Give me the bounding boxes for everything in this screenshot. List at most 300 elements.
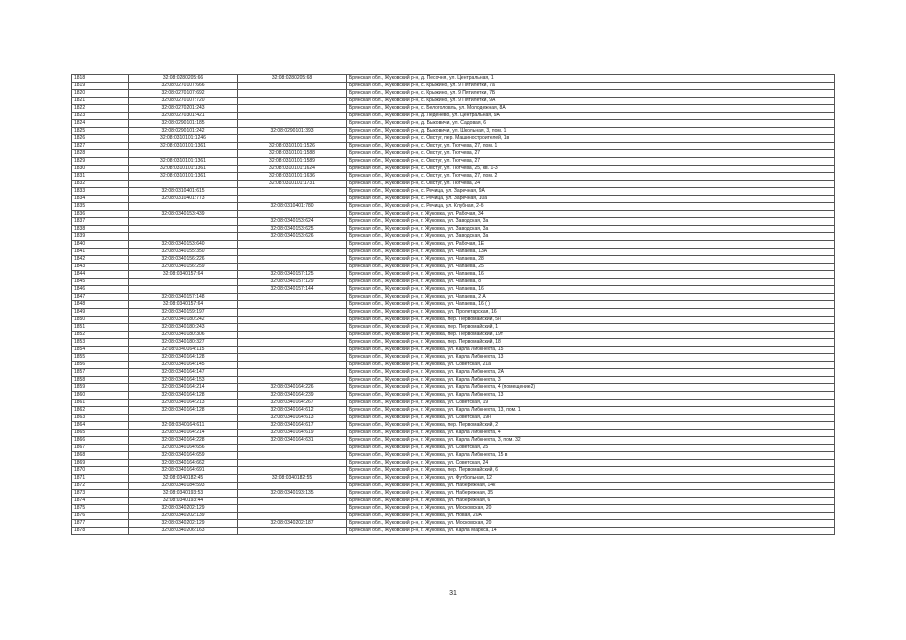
linked-cadastral-number-cell xyxy=(238,263,347,271)
address-cell: Брянская обл., Жуковский р-н, с. Овстуг, ул. Тютчева, 25, кв. 1-3 xyxy=(347,165,835,173)
address-cell: Брянская обл., Жуковский р-н, г. Жуковка, ул. Рабочая, 1Е xyxy=(347,241,835,249)
address-cell: Брянская обл., Жуковский р-н, д. Быковичи, ул. Школьная, 3, пом. 1 xyxy=(347,127,835,135)
table-row xyxy=(72,158,835,166)
row-number-cell: 1841 xyxy=(72,248,129,256)
table-row xyxy=(72,444,835,452)
address-cell: Брянская обл., Жуковский р-н, г. Жуковка, пер. Первомайский, 5н xyxy=(347,316,835,324)
address-cell: Брянская обл., Жуковский р-н, с. Речица, ул. Клубная, 2-б xyxy=(347,203,835,211)
cadastral-number-cell: 32:08:0340193:44 xyxy=(129,497,238,505)
cadastral-number-cell: 32:08:0340157:148 xyxy=(129,293,238,301)
linked-cadastral-number-cell: 32:08:0340164:226 xyxy=(238,384,347,392)
table-body xyxy=(72,75,835,535)
row-number-cell: 1836 xyxy=(72,210,129,218)
address-cell: Брянская обл., Жуковский р-н, г. Жуковка, ул. Заводская, 3а xyxy=(347,225,835,233)
cadastral-number-cell: 32:08:0340193:53 xyxy=(129,490,238,498)
cadastral-number-cell xyxy=(129,286,238,294)
row-number-cell: 1843 xyxy=(72,263,129,271)
linked-cadastral-number-cell xyxy=(238,135,347,143)
page-number: 31 xyxy=(449,590,457,597)
cadastral-number-cell: 32:08:0340164:691 xyxy=(129,467,238,475)
address-cell: Брянская обл., Жуковский р-н, г. Жуковка, ул. Чапаева, 16 xyxy=(347,286,835,294)
row-number-cell: 1863 xyxy=(72,414,129,422)
linked-cadastral-number-cell xyxy=(238,459,347,467)
row-number-cell: 1823 xyxy=(72,112,129,120)
table-row xyxy=(72,241,835,249)
row-number-cell: 1871 xyxy=(72,474,129,482)
address-cell: Брянская обл., Жуковский р-н, д. Песочня, ул. Центральная, 1 xyxy=(347,75,835,83)
linked-cadastral-number-cell: 32:08:0340157:144 xyxy=(238,286,347,294)
row-number-cell: 1872 xyxy=(72,482,129,490)
cadastral-number-cell: 32:08:0340164:128 xyxy=(129,407,238,415)
address-cell: Брянская обл., Жуковский р-н, г. Жуковка, ул. Набережная, 6 xyxy=(347,497,835,505)
row-number-cell: 1860 xyxy=(72,391,129,399)
linked-cadastral-number-cell: 32:08:0310401:780 xyxy=(238,203,347,211)
row-number-cell: 1846 xyxy=(72,286,129,294)
linked-cadastral-number-cell xyxy=(238,248,347,256)
linked-cadastral-number-cell xyxy=(238,467,347,475)
address-cell: Брянская обл., Жуковский р-н, г. Жуковка, ул. Карла Либкнехта, 13 xyxy=(347,391,835,399)
address-cell: Брянская обл., Жуковский р-н, г. Жуковка, ул. Футбольная, 12 xyxy=(347,474,835,482)
row-number-cell: 1878 xyxy=(72,527,129,535)
row-number-cell: 1864 xyxy=(72,422,129,430)
linked-cadastral-number-cell xyxy=(238,331,347,339)
row-number-cell: 1828 xyxy=(72,150,129,158)
linked-cadastral-number-cell: 32:08:0340164:613 xyxy=(238,414,347,422)
address-cell: Брянская обл., Жуковский р-н, г. Жуковка, ул. Советская, 25 xyxy=(347,444,835,452)
linked-cadastral-number-cell: 32:08:0310101:1526 xyxy=(238,142,347,150)
row-number-cell: 1820 xyxy=(72,90,129,98)
address-cell: Брянская обл., Жуковский р-н, г. Жуковка, ул. Советская, 19н xyxy=(347,414,835,422)
linked-cadastral-number-cell xyxy=(238,293,347,301)
row-number-cell: 1874 xyxy=(72,497,129,505)
linked-cadastral-number-cell xyxy=(238,195,347,203)
linked-cadastral-number-cell: 32:08:0340202:187 xyxy=(238,520,347,528)
table-row xyxy=(72,429,835,437)
cadastral-number-cell: 32:08:0340164:115 xyxy=(129,346,238,354)
table-row xyxy=(72,293,835,301)
cadastral-number-cell xyxy=(129,203,238,211)
linked-cadastral-number-cell: 32:08:0340164:619 xyxy=(238,429,347,437)
table-row xyxy=(72,369,835,377)
row-number-cell: 1876 xyxy=(72,512,129,520)
address-cell: Брянская обл., Жуковский р-н, г. Жуковка, ул. Новая, 20А xyxy=(347,512,835,520)
row-number-cell: 1867 xyxy=(72,444,129,452)
table-row xyxy=(72,331,835,339)
table-row xyxy=(72,233,835,241)
row-number-cell: 1833 xyxy=(72,188,129,196)
cadastral-number-cell: 32:08:0340157:64 xyxy=(129,301,238,309)
row-number-cell: 1854 xyxy=(72,346,129,354)
address-cell: Брянская обл., Жуковский р-н, г. Жуковка, ул. Карла Либкнехта, 2А xyxy=(347,369,835,377)
row-number-cell: 1829 xyxy=(72,158,129,166)
table-row xyxy=(72,474,835,482)
address-cell: Брянская обл., Жуковский р-н, г. Жуковка, ул. Карла Либкнехта, 15 xyxy=(347,346,835,354)
linked-cadastral-number-cell xyxy=(238,497,347,505)
address-cell: Брянская обл., Жуковский р-н, г. Жуковка, ул. Чапаева, 28 xyxy=(347,256,835,264)
linked-cadastral-number-cell xyxy=(238,369,347,377)
address-cell: Брянская обл., Жуковский р-н, с. Овстуг, ул. Тютчева, 27 xyxy=(347,158,835,166)
cadastral-number-cell: 32:08:0340180:306 xyxy=(129,331,238,339)
row-number-cell: 1859 xyxy=(72,384,129,392)
address-cell: Брянская обл., Жуковский р-н, г. Жуковка, ул. Карла Либкнехта, 3, пом. 32 xyxy=(347,437,835,445)
linked-cadastral-number-cell xyxy=(238,120,347,128)
address-cell: Брянская обл., Жуковский р-н, г. Жуковка, ул. Набережная, 35 xyxy=(347,490,835,498)
linked-cadastral-number-cell xyxy=(238,376,347,384)
cadastral-number-cell: 32:08:0340159:197 xyxy=(129,308,238,316)
table-row xyxy=(72,225,835,233)
cadastral-number-cell: 32:08:0340202:139 xyxy=(129,512,238,520)
row-number-cell: 1857 xyxy=(72,369,129,377)
row-number-cell: 1844 xyxy=(72,271,129,279)
row-number-cell: 1875 xyxy=(72,505,129,513)
linked-cadastral-number-cell xyxy=(238,188,347,196)
table-row xyxy=(72,301,835,309)
table-row xyxy=(72,346,835,354)
table-row xyxy=(72,399,835,407)
cadastral-number-cell: 32:08:0340164:128 xyxy=(129,391,238,399)
row-number-cell: 1855 xyxy=(72,354,129,362)
row-number-cell: 1861 xyxy=(72,399,129,407)
table-row xyxy=(72,112,835,120)
linked-cadastral-number-cell xyxy=(238,301,347,309)
row-number-cell: 1865 xyxy=(72,429,129,437)
linked-cadastral-number-cell xyxy=(238,505,347,513)
address-cell: Брянская обл., Жуковский р-н, г. Жуковка, ул. Заводская, 3а xyxy=(347,218,835,226)
address-cell: Брянская обл., Жуковский р-н, г. Жуковка, ул. Карла Либкнехта, 15 в xyxy=(347,452,835,460)
linked-cadastral-number-cell: 32:08:0340157:125 xyxy=(238,271,347,279)
row-number-cell: 1856 xyxy=(72,361,129,369)
address-cell: Брянская обл., Жуковский р-н, г. Жуковка, ул. Карла Либкнехта, 3 xyxy=(347,376,835,384)
linked-cadastral-number-cell: 32:08:0340164:617 xyxy=(238,422,347,430)
cadastral-number-cell: 32:08:0340156:226 xyxy=(129,256,238,264)
row-number-cell: 1837 xyxy=(72,218,129,226)
address-cell: Брянская обл., Жуковский р-н, г. Жуковка, ул. Заводская, 3а xyxy=(347,233,835,241)
linked-cadastral-number-cell: 32:08:0340164:239 xyxy=(238,391,347,399)
cadastral-number-cell: 32:08:0340153:439 xyxy=(129,210,238,218)
cadastral-number-cell: 32:08:0340155:350 xyxy=(129,248,238,256)
table-row xyxy=(72,180,835,188)
cadastral-number-cell: 32:08:0340184:593 xyxy=(129,482,238,490)
table-row xyxy=(72,308,835,316)
address-cell: Брянская обл., Жуковский р-н, г. Жуковка, ул. Чапаева, 13А xyxy=(347,248,835,256)
cadastral-number-cell: 32:08:0290101:242 xyxy=(129,127,238,135)
table-row xyxy=(72,75,835,83)
address-cell: Брянская обл., Жуковский р-н, с. Овстуг, ул. Тютчева, 27 xyxy=(347,150,835,158)
row-number-cell: 1852 xyxy=(72,331,129,339)
table-row xyxy=(72,527,835,535)
row-number-cell: 1831 xyxy=(72,173,129,181)
linked-cadastral-number-cell xyxy=(238,97,347,105)
linked-cadastral-number-cell xyxy=(238,512,347,520)
row-number-cell: 1862 xyxy=(72,407,129,415)
address-cell: Брянская обл., Жуковский р-н, г. Жуковка, ул. Карла Либкнехта, 4 xyxy=(347,429,835,437)
linked-cadastral-number-cell xyxy=(238,210,347,218)
row-number-cell: 1842 xyxy=(72,256,129,264)
address-cell: Брянская обл., Жуковский р-н, д. Быковичи, ул. Садовая, 6 xyxy=(347,120,835,128)
row-number-cell: 1847 xyxy=(72,293,129,301)
cadastral-number-cell: 32:08:0340164:214 xyxy=(129,429,238,437)
cadastral-number-cell: 32:08:0340164:153 xyxy=(129,376,238,384)
cadastral-number-cell: 32:08:0340202:129 xyxy=(129,505,238,513)
cadastral-number-cell xyxy=(129,278,238,286)
table-row xyxy=(72,203,835,211)
table-row xyxy=(72,316,835,324)
cadastral-number-cell: 32:08:0340156:259 xyxy=(129,263,238,271)
address-cell: Брянская обл., Жуковский р-н, г. Жуковка, ул. Московская, 20 xyxy=(347,520,835,528)
cadastral-number-cell: 32:08:0270107:692 xyxy=(129,90,238,98)
linked-cadastral-number-cell xyxy=(238,308,347,316)
cadastral-number-cell: 32:08:0340164:611 xyxy=(129,422,238,430)
table-row xyxy=(72,218,835,226)
cadastral-number-cell xyxy=(129,233,238,241)
table-row xyxy=(72,173,835,181)
row-number-cell: 1830 xyxy=(72,165,129,173)
address-cell: Брянская обл., Жуковский р-н, г. Жуковка, ул. Набережная, 14к xyxy=(347,482,835,490)
address-cell: Брянская обл., Жуковский р-н, г. Жуковка, пер. Первомайский, 18 xyxy=(347,339,835,347)
row-number-cell: 1848 xyxy=(72,301,129,309)
table-row xyxy=(72,324,835,332)
address-cell: Брянская обл., Жуковский р-н, г. Жуковка, ул. Чапаева, 2 А xyxy=(347,293,835,301)
table-row xyxy=(72,391,835,399)
linked-cadastral-number-cell xyxy=(238,527,347,535)
linked-cadastral-number-cell xyxy=(238,316,347,324)
row-number-cell: 1834 xyxy=(72,195,129,203)
linked-cadastral-number-cell xyxy=(238,361,347,369)
row-number-cell: 1849 xyxy=(72,308,129,316)
table-row xyxy=(72,490,835,498)
row-number-cell: 1866 xyxy=(72,437,129,445)
row-number-cell: 1870 xyxy=(72,467,129,475)
table-row xyxy=(72,278,835,286)
address-cell: Брянская обл., Жуковский р-н, г. Жуковка, пер. Первомайский, 6 xyxy=(347,467,835,475)
address-cell: Брянская обл., Жуковский р-н, с. Речица, ул. Заречная, 10а xyxy=(347,195,835,203)
row-number-cell: 1822 xyxy=(72,105,129,113)
cadastral-number-cell: 32:08:0270301:421 xyxy=(129,112,238,120)
address-cell: Брянская обл., Жуковский р-н, с. Крыжино, ул. 9 Пятилетки, 9А xyxy=(347,97,835,105)
address-cell: Брянская обл., Жуковский р-н, с. Овстуг, пер. Машиностроителей, 1в xyxy=(347,135,835,143)
address-cell: Брянская обл., Жуковский р-н, с. Речица, ул. Заречная, 9А xyxy=(347,188,835,196)
cadastral-number-cell: 32:08:0310401:773 xyxy=(129,195,238,203)
linked-cadastral-number-cell xyxy=(238,346,347,354)
row-number-cell: 1839 xyxy=(72,233,129,241)
cadastral-number-cell: 32:08:0340153:640 xyxy=(129,241,238,249)
cadastral-number-cell: 32:08:0340180:242 xyxy=(129,316,238,324)
cadastral-number-cell: 32:08:0310101:1361 xyxy=(129,158,238,166)
table-row xyxy=(72,407,835,415)
linked-cadastral-number-cell: 32:08:0310101:1588 xyxy=(238,150,347,158)
table-row xyxy=(72,271,835,279)
linked-cadastral-number-cell xyxy=(238,324,347,332)
address-cell: Брянская обл., Жуковский р-н, с. Овстуг, ул. Тютчева, 27, пом. 2 xyxy=(347,173,835,181)
address-cell: Брянская обл., Жуковский р-н, д. Леденево, ул. Центральная, 9А xyxy=(347,112,835,120)
linked-cadastral-number-cell: 32:08:0340164:631 xyxy=(238,437,347,445)
cadastral-number-cell xyxy=(129,180,238,188)
cadastral-number-cell: 32:08:0340164:656 xyxy=(129,444,238,452)
table-row xyxy=(72,210,835,218)
table-row xyxy=(72,467,835,475)
linked-cadastral-number-cell xyxy=(238,452,347,460)
linked-cadastral-number-cell xyxy=(238,112,347,120)
linked-cadastral-number-cell xyxy=(238,354,347,362)
cadastral-number-cell xyxy=(129,225,238,233)
row-number-cell: 1818 xyxy=(72,75,129,83)
table-row xyxy=(72,248,835,256)
cadastral-number-cell xyxy=(129,414,238,422)
row-number-cell: 1825 xyxy=(72,127,129,135)
table-row xyxy=(72,384,835,392)
table-row xyxy=(72,105,835,113)
address-cell: Брянская обл., Жуковский р-н, г. Жуковка, ул. Московская, 20 xyxy=(347,505,835,513)
cadastral-number-cell: 32:08:0340180:327 xyxy=(129,339,238,347)
address-cell: Брянская обл., Жуковский р-н, г. Жуковка, ул. Чапаева, 25 xyxy=(347,263,835,271)
cadastral-number-cell: 32:08:0340164:659 xyxy=(129,452,238,460)
cadastral-number-cell: 32:08:0280205:66 xyxy=(129,75,238,83)
cadastral-number-cell: 32:08:0310101:1361 xyxy=(129,173,238,181)
address-cell: Брянская обл., Жуковский р-н, г. Жуковка, ул. Рабочая, 34 xyxy=(347,210,835,218)
row-number-cell: 1824 xyxy=(72,120,129,128)
row-number-cell: 1827 xyxy=(72,142,129,150)
linked-cadastral-number-cell: 32:08:0340153:626 xyxy=(238,233,347,241)
linked-cadastral-number-cell xyxy=(238,105,347,113)
cadastral-number-cell: 32:08:0340164:228 xyxy=(129,437,238,445)
table-row xyxy=(72,127,835,135)
address-cell: Брянская обл., Жуковский р-н, г. Жуковка, ул. Чапаева, 16 xyxy=(347,271,835,279)
address-cell: Брянская обл., Жуковский р-н, г. Жуковка, ул. Карла Либкнехта, 13, пом. 1 xyxy=(347,407,835,415)
row-number-cell: 1869 xyxy=(72,459,129,467)
row-number-cell: 1873 xyxy=(72,490,129,498)
row-number-cell: 1838 xyxy=(72,225,129,233)
address-cell: Брянская обл., Жуковский р-н, с. Крыжино, ул. 9 Пятилетки, 7Б xyxy=(347,90,835,98)
linked-cadastral-number-cell: 32:08:0310101:1589 xyxy=(238,158,347,166)
table-row xyxy=(72,339,835,347)
table-row xyxy=(72,505,835,513)
cadastral-number-cell: 32:08:0340202:129 xyxy=(129,520,238,528)
linked-cadastral-number-cell: 32:08:0290101:393 xyxy=(238,127,347,135)
table-row xyxy=(72,459,835,467)
table-row xyxy=(72,142,835,150)
cadastral-number-cell xyxy=(129,150,238,158)
row-number-cell: 1826 xyxy=(72,135,129,143)
linked-cadastral-number-cell: 32:08:0340182:55 xyxy=(238,474,347,482)
address-cell: Брянская обл., Жуковский р-н, г. Жуковка, ул. Советская, 24 xyxy=(347,459,835,467)
table-row xyxy=(72,512,835,520)
table-row xyxy=(72,354,835,362)
table-row xyxy=(72,165,835,173)
table-row xyxy=(72,120,835,128)
address-cell: Брянская обл., Жуковский р-н, г. Жуковка, ул. Карла Маркса, 14 xyxy=(347,527,835,535)
row-number-cell: 1858 xyxy=(72,376,129,384)
linked-cadastral-number-cell xyxy=(238,90,347,98)
cadastral-number-cell: 32:08:0310101:1246 xyxy=(129,135,238,143)
linked-cadastral-number-cell: 32:08:0340164:612 xyxy=(238,407,347,415)
table-row xyxy=(72,376,835,384)
address-cell: Брянская обл., Жуковский р-н, г. Жуковка, ул. Карла Либкнехта, 13 xyxy=(347,354,835,362)
linked-cadastral-number-cell: 32:08:0340153:624 xyxy=(238,218,347,226)
table-row xyxy=(72,256,835,264)
row-number-cell: 1868 xyxy=(72,452,129,460)
linked-cadastral-number-cell: 32:08:0310101:1624 xyxy=(238,165,347,173)
address-cell: Брянская обл., Жуковский р-н, г. Жуковка, ул. Чапаева, 8 xyxy=(347,278,835,286)
address-cell: Брянская обл., Жуковский р-н, г. Жуковка, ул. Советская, 19 xyxy=(347,399,835,407)
cadastral-number-cell: 32:08:0340164:147 xyxy=(129,369,238,377)
cadastral-number-cell: 32:08:0270107:666 xyxy=(129,82,238,90)
cadastral-number-cell: 32:08:0340180:243 xyxy=(129,324,238,332)
row-number-cell: 1835 xyxy=(72,203,129,211)
linked-cadastral-number-cell: 32:08:0310101:1731 xyxy=(238,180,347,188)
table-row xyxy=(72,286,835,294)
linked-cadastral-number-cell: 32:08:0340193:135 xyxy=(238,490,347,498)
table-row xyxy=(72,437,835,445)
address-cell: Брянская обл., Жуковский р-н, г. Жуковка, пер. Первомайский, 19т xyxy=(347,331,835,339)
linked-cadastral-number-cell xyxy=(238,241,347,249)
table-row xyxy=(72,497,835,505)
table-row xyxy=(72,90,835,98)
cadastral-number-cell: 32:08:0340206:163 xyxy=(129,527,238,535)
cadastral-number-cell: 32:08:0340164:128 xyxy=(129,354,238,362)
cadastral-number-cell: 32:08:0310101:1361 xyxy=(129,142,238,150)
table-row xyxy=(72,482,835,490)
row-number-cell: 1877 xyxy=(72,520,129,528)
linked-cadastral-number-cell: 32:08:0340157:129 xyxy=(238,278,347,286)
cadastral-number-cell xyxy=(129,218,238,226)
row-number-cell: 1840 xyxy=(72,241,129,249)
row-number-cell: 1821 xyxy=(72,97,129,105)
address-cell: Брянская обл., Жуковский р-н, с. Крыжино, ул. 9 Пятилетки, 7а xyxy=(347,82,835,90)
linked-cadastral-number-cell xyxy=(238,256,347,264)
address-cell: Брянская обл., Жуковский р-н, г. Жуковка, пер. Первомайский, 1 xyxy=(347,324,835,332)
linked-cadastral-number-cell: 32:08:0280205:68 xyxy=(238,75,347,83)
address-cell: Брянская обл., Жуковский р-н, с. Овстуг, ул. Тютчева, 27, пом. 1 xyxy=(347,142,835,150)
address-cell: Брянская обл., Жуковский р-н, с. Овстуг, ул. Тютчева, 24 xyxy=(347,180,835,188)
table-row xyxy=(72,520,835,528)
cadastral-number-cell: 32:08:0340157:64 xyxy=(129,271,238,279)
linked-cadastral-number-cell xyxy=(238,444,347,452)
cadastral-number-cell: 32:08:0340164:213 xyxy=(129,399,238,407)
cadastral-number-cell: 32:08:0340164:214 xyxy=(129,384,238,392)
cadastral-number-cell: 32:08:0310401:615 xyxy=(129,188,238,196)
linked-cadastral-number-cell: 32:08:0340153:625 xyxy=(238,225,347,233)
address-cell: Брянская обл., Жуковский р-н, с. Белоголовль, ул. Молодежная, 8А xyxy=(347,105,835,113)
table-row xyxy=(72,452,835,460)
linked-cadastral-number-cell: 32:08:0340164:267 xyxy=(238,399,347,407)
table-row xyxy=(72,361,835,369)
cadastral-number-cell: 32:08:0270107:720 xyxy=(129,97,238,105)
address-cell: Брянская обл., Жуковский р-н, г. Жуковка, ул. Пролетарская, 16 xyxy=(347,308,835,316)
cadastral-number-cell: 32:08:0270201:243 xyxy=(129,105,238,113)
table-row xyxy=(72,263,835,271)
linked-cadastral-number-cell: 32:08:0310101:1636 xyxy=(238,173,347,181)
table-row xyxy=(72,422,835,430)
property-register-table xyxy=(71,74,835,535)
cadastral-number-cell: 32:08:0340164:145 xyxy=(129,361,238,369)
address-cell: Брянская обл., Жуковский р-н, г. Жуковка, пер. Первомайский, 2 xyxy=(347,422,835,430)
address-cell: Брянская обл., Жуковский р-н, г. Жуковка, ул. Чапаева, 16 ( ) xyxy=(347,301,835,309)
table-row xyxy=(72,82,835,90)
row-number-cell: 1853 xyxy=(72,339,129,347)
cadastral-number-cell: 32:08:0290101:185 xyxy=(129,120,238,128)
row-number-cell: 1832 xyxy=(72,180,129,188)
table-row xyxy=(72,414,835,422)
row-number-cell: 1851 xyxy=(72,324,129,332)
table-row xyxy=(72,135,835,143)
address-cell: Брянская обл., Жуковский р-н, г. Жуковка, ул. Советская, 21а xyxy=(347,361,835,369)
address-cell: Брянская обл., Жуковский р-н, г. Жуковка, ул. Карла Либкнехта, 4 (помещение2) xyxy=(347,384,835,392)
row-number-cell: 1850 xyxy=(72,316,129,324)
table-row xyxy=(72,97,835,105)
table-row xyxy=(72,188,835,196)
cadastral-number-cell: 32:08:0310101:1361 xyxy=(129,165,238,173)
row-number-cell: 1845 xyxy=(72,278,129,286)
